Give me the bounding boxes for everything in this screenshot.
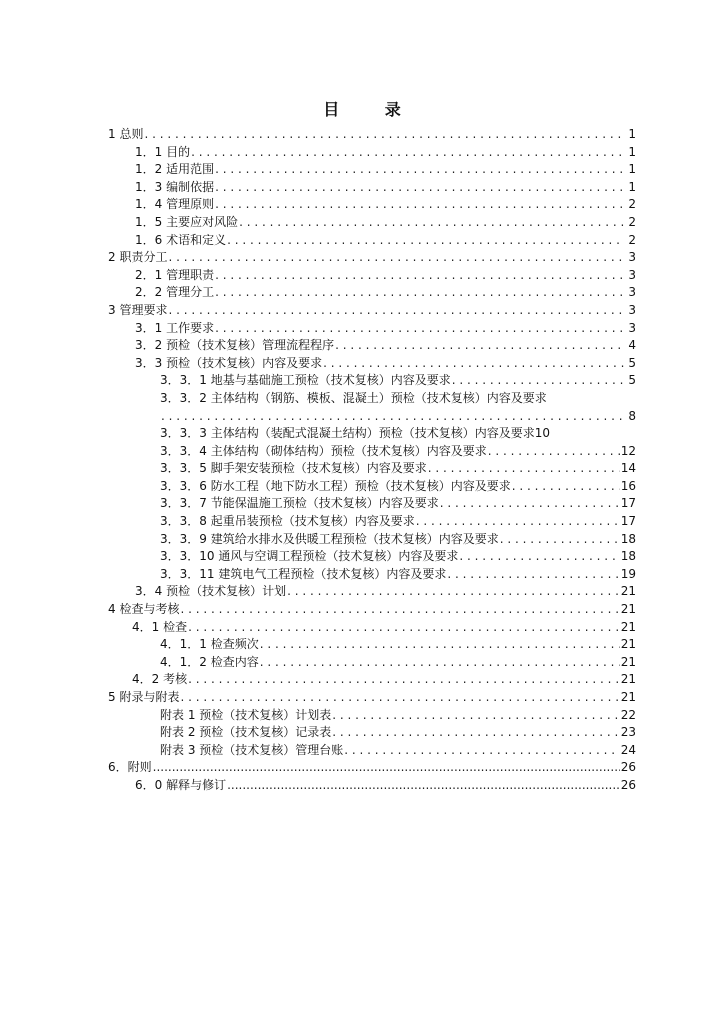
leader-dots: [215, 284, 625, 302]
leader-dots: [188, 671, 620, 689]
toc-entry[interactable]: [108, 654, 636, 672]
toc-entry-page: 12: [620, 443, 636, 458]
toc-entry-label: 3．3．9 建筑给水排水及供暖工程预检（技术复核）内容及要求: [160, 531, 499, 546]
leader-dots: [161, 408, 625, 426]
leader-dots: [168, 249, 625, 267]
toc-entry[interactable]: [108, 232, 636, 250]
leader-dots: [500, 531, 620, 549]
leader-dots: [488, 443, 620, 461]
toc-entry[interactable]: [108, 460, 636, 478]
toc-entry-label: 1 总则: [108, 127, 144, 141]
toc-entry-page: 17: [620, 496, 636, 511]
toc-entry[interactable]: [108, 495, 636, 513]
toc-entry[interactable]: [108, 284, 636, 302]
leader-dots: [188, 619, 620, 637]
toc-entry-label: 6．0 解释与修订: [135, 777, 227, 792]
toc-entry-page: 1: [628, 127, 636, 141]
leader-dots: [215, 161, 625, 179]
leader-dots: [260, 636, 620, 654]
toc-entry-page: 21: [620, 619, 636, 634]
toc-entry-label: 1．6 术语和定义: [135, 232, 227, 247]
toc-entry-label: 3 管理要求: [108, 302, 168, 317]
leader-dots: [144, 126, 625, 144]
leader-dots: [440, 495, 620, 513]
toc-entry-label: 1．2 适用范围: [135, 162, 215, 177]
toc-entry-label: 2 职责分工: [108, 250, 168, 265]
toc-entry-label: 6．附则: [108, 760, 152, 775]
toc-entry[interactable]: [108, 759, 636, 777]
toc-entry-page: 21: [620, 584, 636, 599]
leader-dots: [239, 214, 625, 232]
toc-entry[interactable]: [108, 478, 636, 496]
toc-entry-page: 16: [620, 478, 636, 493]
toc-entry-label: 3．3．4 主体结构（砌体结构）预检（技术复核）内容及要求: [160, 443, 487, 458]
toc-entry[interactable]: [108, 601, 636, 619]
leader-dots: [512, 478, 620, 496]
toc-entry-page: 2: [628, 197, 636, 212]
toc-entry-page: 10: [534, 426, 551, 441]
toc-entry[interactable]: [108, 249, 636, 267]
toc-entry[interactable]: [108, 372, 636, 390]
toc-entry-label: 1．5 主要应对风险: [135, 214, 239, 229]
leader-dots: [180, 601, 619, 619]
leader-dots: [227, 777, 620, 795]
toc-entry[interactable]: [108, 777, 636, 795]
toc-entry-label: 3．3．10 通风与空调工程预检（技术复核）内容及要求: [160, 549, 459, 564]
toc-entry[interactable]: [108, 196, 636, 214]
toc-entry-page: 3: [628, 285, 636, 300]
toc-entry[interactable]: [108, 144, 636, 162]
toc-entry[interactable]: [108, 636, 636, 654]
toc-entry-page: 2: [628, 232, 636, 247]
toc-entry[interactable]: [108, 566, 636, 584]
toc-entry-label: 5 附录与附表: [108, 690, 180, 704]
toc-entry[interactable]: [108, 619, 636, 637]
toc-entry-label: 3．3．6 防水工程（地下防水工程）预检（技术复核）内容及要求: [160, 478, 511, 493]
toc-entry-label: 2．1 管理职责: [135, 267, 215, 282]
toc-entry-page: 1: [628, 144, 636, 159]
toc-entry[interactable]: [108, 179, 636, 197]
toc-entry[interactable]: [108, 320, 636, 338]
toc-entry-label: 3．3．2 主体结构（钢筋、模板、混凝土）预检（技术复核）内容及要求: [160, 390, 547, 405]
toc-entry[interactable]: [108, 513, 636, 531]
leader-dots: [260, 654, 620, 672]
leader-dots: [335, 337, 625, 355]
toc-entry-label: 3．2 预检（技术复核）管理流程程序: [135, 338, 335, 353]
toc-entry-label: 附表 3 预检（技术复核）管理台账: [160, 742, 344, 757]
toc-entry-page: 4: [628, 338, 636, 353]
leader-dots: [332, 707, 619, 725]
toc-entry-page: 5: [628, 355, 636, 370]
toc-entry-page: 3: [628, 302, 636, 317]
leader-dots: [168, 302, 625, 320]
toc-entry[interactable]: [108, 126, 636, 144]
toc-entry-page: 21: [620, 637, 636, 652]
toc-entry-label: 3．3．7 节能保温施工预检（技术复核）内容及要求: [160, 496, 439, 511]
leader-dots: [452, 372, 625, 390]
toc-entry-label: 1．4 管理原则: [135, 197, 215, 212]
leader-dots: [215, 267, 625, 285]
toc-entry-label: 附表 2 预检（技术复核）记录表: [160, 725, 332, 740]
toc-entry-label: 3．3．1 地基与基础施工预检（技术复核）内容及要求: [160, 373, 451, 388]
leader-dots: [227, 232, 625, 250]
toc-entry[interactable]: [108, 707, 636, 725]
toc-entry[interactable]: [108, 355, 636, 373]
toc-entry-page: 18: [620, 531, 636, 546]
leader-dots: [344, 742, 619, 760]
leader-dots: [215, 196, 625, 214]
toc-entry[interactable]: [108, 390, 636, 408]
toc-entry-label: 3．3．11 建筑电气工程预检（技术复核）内容及要求: [160, 566, 447, 581]
page-title: 目 录: [323, 100, 421, 119]
toc-entry-label: 2．2 管理分工: [135, 285, 215, 300]
toc-entry-label: 4．1．1 检查频次: [160, 637, 259, 652]
toc-entry-page: 21: [620, 690, 636, 704]
toc-entry[interactable]: [108, 337, 636, 355]
toc-entry-page: 1: [628, 162, 636, 177]
leader-dots: [323, 355, 625, 373]
toc-entry-label: 3．3．5 脚手架安装预检（技术复核）内容及要求: [160, 461, 427, 476]
toc-entry[interactable]: [108, 724, 636, 742]
toc-entry-label: 4．1 检查: [132, 619, 188, 634]
toc-entry-label: 4．1．2 检查内容: [160, 654, 259, 669]
toc-entry-label: 3．4 预检（技术复核）计划: [135, 584, 287, 599]
toc-entry-page: 26: [620, 760, 636, 775]
toc-entry-page: 2: [628, 214, 636, 229]
toc-entry-label: 3．1 工作要求: [135, 320, 215, 335]
toc-entry[interactable]: [108, 267, 636, 285]
toc-entry-page: 21: [620, 654, 636, 669]
leader-dots: [447, 566, 619, 584]
toc-entry[interactable]: [108, 425, 636, 443]
table-of-contents: [108, 126, 636, 795]
toc-entry-page: 26: [620, 777, 636, 792]
leader-dots: [191, 144, 625, 162]
leader-dots: [215, 320, 625, 338]
leader-dots: [180, 689, 619, 707]
toc-entry-page: 3: [628, 320, 636, 335]
toc-entry-page: 3: [628, 250, 636, 265]
toc-entry-page: 21: [620, 602, 636, 617]
leader-dots: [332, 724, 619, 742]
toc-entry-page: 14: [620, 461, 636, 476]
toc-entry-page: 1: [628, 179, 636, 194]
leader-dots: [459, 548, 619, 566]
leader-dots: [416, 513, 620, 531]
toc-entry-continuation[interactable]: [108, 408, 636, 426]
toc-entry-label: 附表 1 预检（技术复核）计划表: [160, 707, 332, 722]
toc-entry-page: 19: [620, 566, 636, 581]
leader-dots: [215, 179, 625, 197]
toc-entry-page: 17: [620, 514, 636, 529]
toc-entry-page: 8: [628, 408, 636, 423]
toc-entry[interactable]: [108, 214, 636, 232]
toc-entry-label: 4 检查与考核: [108, 602, 180, 617]
toc-entry[interactable]: [108, 302, 636, 320]
toc-entry[interactable]: [108, 742, 636, 760]
toc-entry-label: 1．3 编制依据: [135, 179, 215, 194]
toc-entry-label: 3．3 预检（技术复核）内容及要求: [135, 355, 323, 370]
toc-entry-page: 18: [620, 549, 636, 564]
toc-entry-label: 3．3．8 起重吊装预检（技术复核）内容及要求: [160, 514, 415, 529]
toc-entry-page: 23: [620, 725, 636, 740]
leader-dots: [428, 460, 620, 478]
toc-entry-page: 22: [620, 707, 636, 722]
toc-entry-page: 21: [620, 672, 636, 687]
leader-dots: [287, 583, 620, 601]
toc-entry-page: 3: [628, 267, 636, 282]
leader-dots: [153, 759, 620, 777]
toc-entry-label: 1．1 目的: [135, 144, 191, 159]
toc-entry-label: 4．2 考核: [132, 672, 188, 687]
toc-entry[interactable]: [108, 161, 636, 179]
toc-entry-page: 5: [628, 373, 636, 388]
toc-entry[interactable]: [108, 443, 636, 461]
toc-entry[interactable]: [108, 531, 636, 549]
toc-entry[interactable]: [108, 689, 636, 707]
toc-entry[interactable]: [108, 548, 636, 566]
toc-entry[interactable]: [108, 583, 636, 601]
toc-entry-page: 24: [620, 742, 636, 757]
toc-entry[interactable]: [108, 671, 636, 689]
toc-entry-label: 3．3．3 主体结构（装配式混凝土结构）预检（技术复核）内容及要求: [160, 426, 535, 441]
